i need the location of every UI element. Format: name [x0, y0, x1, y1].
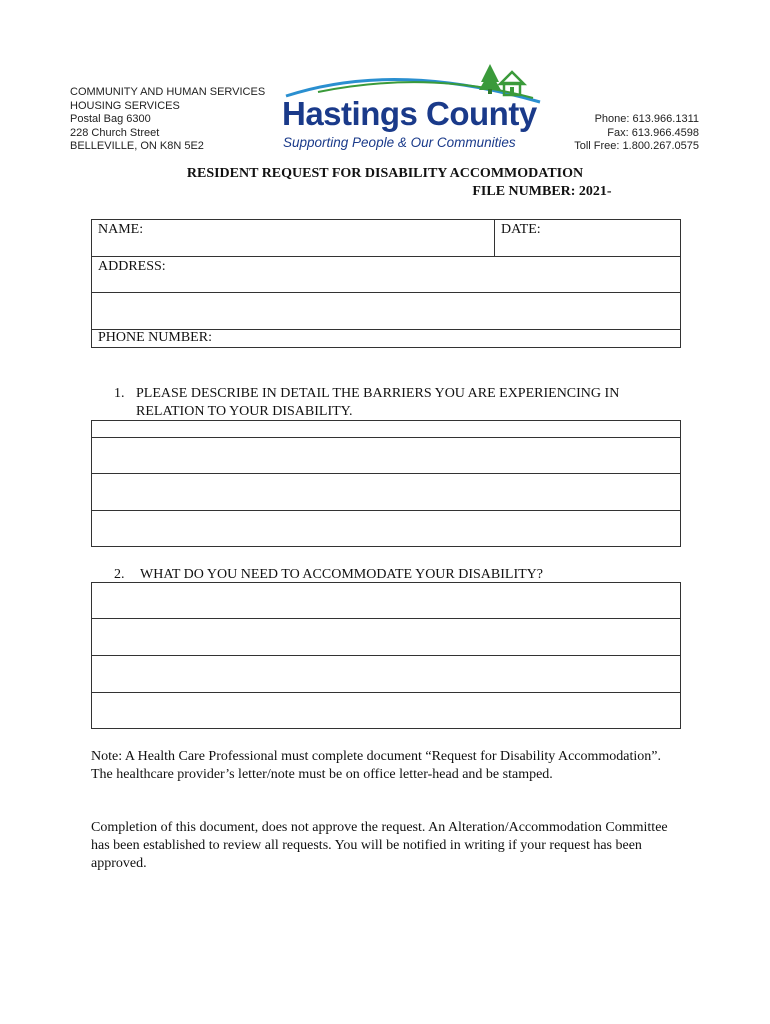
answer-line [91, 618, 681, 619]
name-field[interactable]: NAME: [98, 222, 144, 237]
table-divider [91, 256, 681, 257]
question-1-text [136, 385, 619, 421]
phone-number-field[interactable]: PHONE NUMBER: [98, 330, 212, 345]
question-1-answer-box[interactable] [91, 420, 681, 547]
question-2-text: WHAT DO YOU NEED TO ACCOMMODATE YOUR DISABILITY? [140, 567, 544, 582]
logo-name: Hastings County [282, 95, 537, 132]
address-field[interactable]: ADDRESS: [98, 259, 166, 274]
toll-free-line: Toll Free: 1.800.267.0575 [574, 140, 699, 153]
address-line: HOUSING SERVICES [70, 99, 180, 112]
date-field[interactable]: DATE: [501, 222, 541, 237]
completion-note: Completion of this document, does not approve the request. An Alteration/Accommodation Committee has been established to review all requests. You will be notified in writing if your request has been approved. [91, 820, 668, 871]
hastings-county-logo [278, 62, 548, 154]
answer-line [91, 473, 681, 474]
address-line: COMMUNITY AND HUMAN SERVICES [70, 86, 266, 98]
answer-line [91, 655, 681, 656]
name-date-divider [494, 219, 495, 256]
address-line: 228 Church Street [70, 126, 160, 139]
logo-tagline: Supporting People & Our Communities [283, 135, 516, 150]
address-line: Postal Bag 6300 [70, 113, 151, 126]
address-line: BELLEVILLE, ON K8N 5E2 [70, 140, 204, 153]
answer-line [91, 510, 681, 511]
file-number-label: FILE NUMBER: 2021- [472, 184, 612, 199]
answer-line [91, 437, 681, 438]
question-2-number: 2. [114, 567, 125, 582]
form-title: RESIDENT REQUEST FOR DISABILITY ACCOMMODATION [186, 166, 584, 181]
phone-line: Phone: 613.966.1311 [594, 113, 699, 125]
question-1-line: PLEASE DESCRIBE IN DETAIL THE BARRIERS YOU ARE EXPERIENCING IN [136, 386, 620, 401]
health-care-note: Note: A Health Care Professional must complete document “Request for Disability Accommodation”. The healthcare provider’s letter/note must be on office letter-head and be stamped. [91, 749, 661, 782]
organization-contact [574, 113, 699, 154]
organization-address [70, 86, 265, 154]
fax-line: Fax: 613.966.4598 [607, 126, 699, 139]
question-1-number: 1. [114, 386, 125, 401]
question-1-line: RELATION TO YOUR DISABILITY. [136, 404, 353, 419]
answer-line [91, 692, 681, 693]
